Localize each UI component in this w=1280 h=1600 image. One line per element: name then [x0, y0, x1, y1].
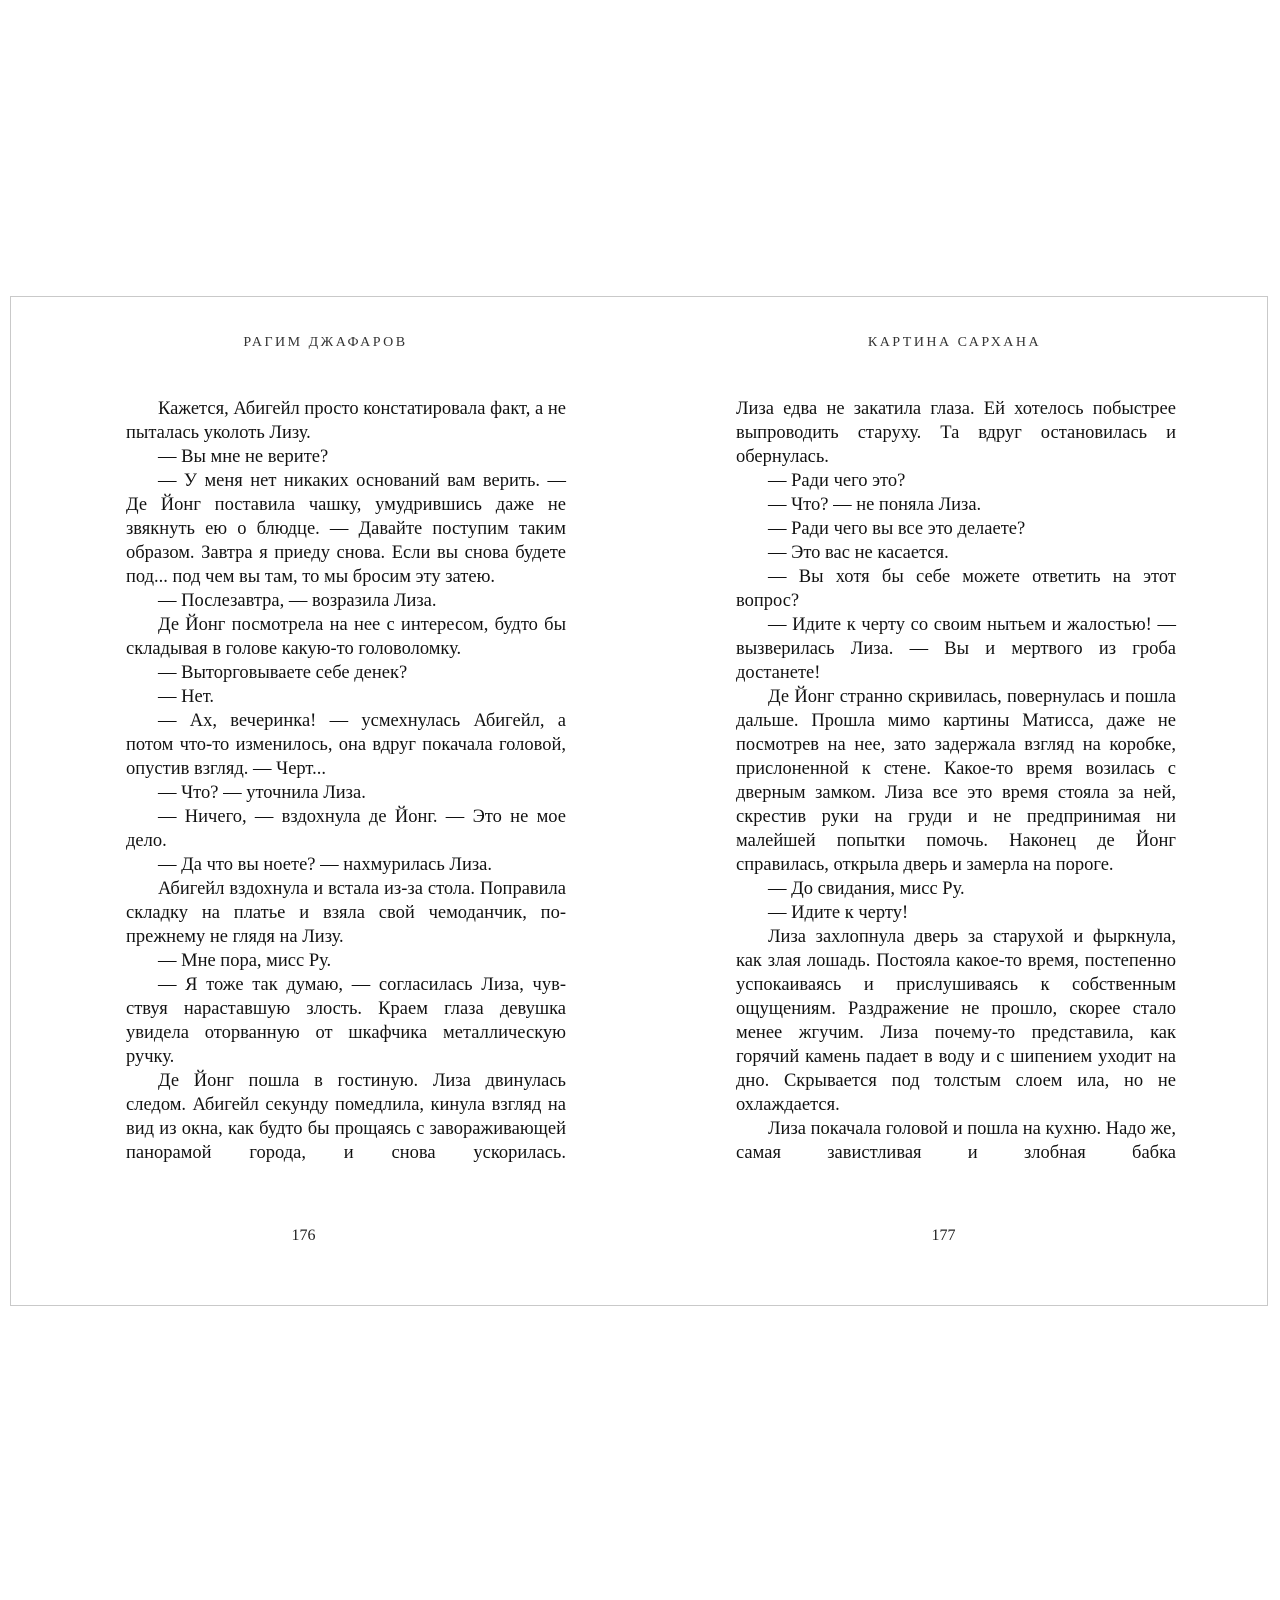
right-page-text	[736, 397, 1176, 1165]
paragraph: Абигейл вздохнула и встала из-за стола. Поправила складку на платье и взяла свой чемоданчик, по-прежнему не глядя на Лизу.	[126, 879, 566, 947]
paragraph: Де Йонг пошла в гостиную. Лиза двинулась следом. Абигейл секунду помедлила, кинула взгляд на вид из окна, как будто бы прощаясь с завораживающей панорамой города, и снова ускорилась.	[126, 1071, 566, 1163]
paragraph: — Ах, вечеринка! — усмехнулась Абигейл, а потом что-то изменилось, она вдруг покачала головой, опустив взгляд. — Черт...	[126, 711, 566, 779]
paragraph: — Мне пора, мисс Ру.	[158, 951, 332, 971]
paragraph: — Нет.	[158, 687, 215, 707]
paragraph: Кажется, Абигейл просто констатировала факт, а не пыталась уколоть Лизу.	[126, 399, 566, 443]
paragraph: — Я тоже так думаю, — согласилась Лиза, чувствуя нараставшую злость. Краем глаза девушка увидела оторванную от шкафчика металлическую ручку.	[126, 975, 566, 1067]
paragraph: — Да что вы ноете? — нахмурилась Лиза.	[158, 855, 493, 875]
running-head-title: КАРТИНА САРХАНА	[867, 335, 1042, 350]
book-spread	[10, 296, 1268, 1306]
paragraph: — До свидания, мисс Ру.	[768, 879, 965, 899]
left-page	[11, 297, 640, 1305]
paragraph: — Вы хотя бы себе можете ответить на этот вопрос?	[736, 567, 1176, 611]
paragraph: — Вы мне не верите?	[158, 447, 329, 467]
paragraph: — Выторговываете себе денек?	[158, 663, 408, 683]
page-number: 176	[291, 1227, 316, 1244]
page-number: 177	[931, 1227, 956, 1244]
left-page-text	[126, 397, 566, 1165]
paragraph: — Это вас не касается.	[768, 543, 949, 563]
paragraph: Лиза захлопнула дверь за старухой и фыркнула, как злая лошадь. Постояла какое-то время, постепенно успокаиваясь и прислушиваясь к собственным ощущениям. Раздражение не прошло, скорее стало менее жгучим. Лиза почему-то представила, как горячий камень падает в воду и с шипением уходит на дно. Скрывается под толстым слоем ила, но не охлаждается.	[736, 927, 1176, 1115]
paragraph: — Послезавтра, — возразила Лиза.	[158, 591, 437, 611]
paragraph: Де Йонг посмотрела на нее с интересом, будто бы складывая в голове какую-то головоломку.	[126, 615, 566, 659]
paragraph: — Что? — уточнила Лиза.	[158, 783, 366, 803]
paragraph: — У меня нет никаких оснований вам верить. — Де Йонг поставила чашку, умудрившись даже не звякнуть ею о блюдце. — Давайте поступим таким образом. Завтра я приеду снова. Если вы снова будете под... под чем вы там, то мы бросим эту затею.	[126, 471, 566, 587]
paragraph: Лиза едва не закатила глаза. Ей хотелось побыстрее выпроводить старуху. Та вдруг остановилась и обернулась.	[736, 399, 1176, 467]
running-head-author: РАГИМ ДЖАФАРОВ	[243, 335, 408, 350]
paragraph: — Что? — не поняла Лиза.	[768, 495, 982, 515]
paragraph: — Ничего, — вздохнула де Йонг. — Это не мое дело.	[126, 807, 566, 851]
paragraph: — Ради чего это?	[768, 471, 906, 491]
right-page	[640, 297, 1269, 1305]
paragraph: — Идите к черту со своим нытьем и жалостью! — вызверилась Лиза. — Вы и мертвого из гроба достанете!	[736, 615, 1176, 683]
paragraph: Лиза покачала головой и пошла на кухню. Надо же, самая завистливая и злобная бабка	[736, 1119, 1176, 1163]
paragraph: — Ради чего вы все это делаете?	[768, 519, 1026, 539]
paragraph: Де Йонг странно скривилась, повернулась и пошла дальше. Прошла мимо картины Матисса, даже не посмотрев на нее, зато задержала взгляд на коробке, прислоненной к стене. Какое-то время возилась с дверным замком. Лиза все это время стояла за ней, скрестив руки на груди и не предпринимая ни малейшей попытки помочь. Наконец де Йонг справилась, открыла дверь и замерла на пороге.	[736, 687, 1176, 875]
paragraph: — Идите к черту!	[768, 903, 909, 923]
